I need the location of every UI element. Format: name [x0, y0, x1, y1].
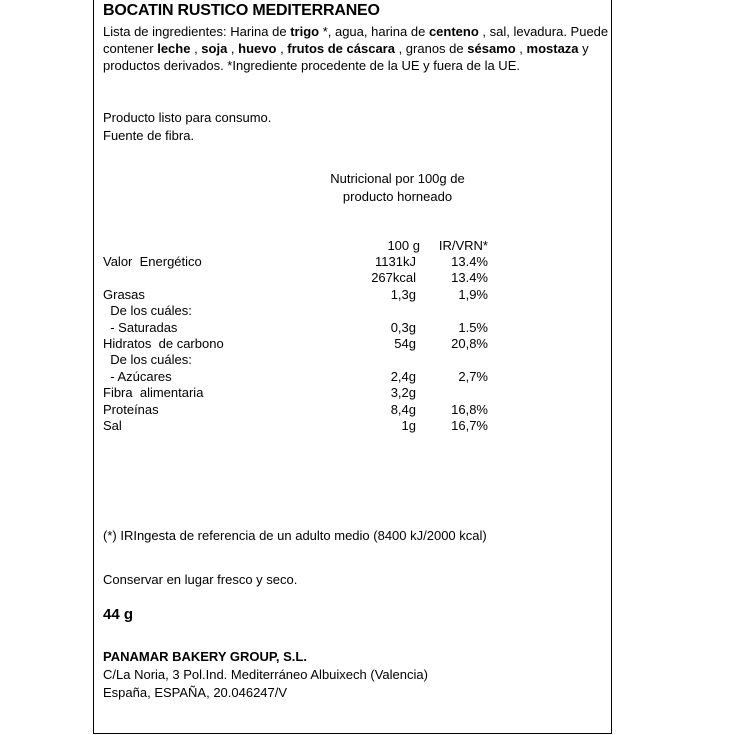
nutrient-value: 267kcal [371, 270, 416, 285]
company-address: C/La Noria, 3 Pol.Ind. Mediterráneo Albuixech (Valencia) [103, 667, 428, 682]
ingredient-text: Lista de ingredientes: Harina de [103, 24, 291, 39]
ingredient-text: y productos derivados. *Ingrediente procedente de la UE y fuera de la UE. [103, 41, 589, 73]
nutrient-label: - Azúcares [103, 369, 172, 384]
nutrient-value: 54g [394, 336, 416, 351]
ingredient-text: , [515, 41, 527, 56]
nutrient-value: 2,4g [390, 369, 416, 384]
product-title: BOCATIN RUSTICO MEDITERRANEO [103, 2, 380, 19]
nutrient-label: Sal [103, 418, 122, 433]
nutrient-label: Valor Energético [103, 254, 202, 269]
nutrient-ir: 2,7% [458, 369, 488, 384]
col-header-ir: IR/VRN* [438, 238, 488, 253]
nutrient-value: 8,4g [390, 402, 416, 417]
nutrient-label: Hidratos de carbono [103, 336, 224, 351]
nutrient-ir: 1.5% [458, 320, 488, 335]
nutrition-heading-1: Nutricional por 100g de [330, 171, 465, 186]
nutrient-ir: 16,8% [451, 402, 488, 417]
allergen-text: soja [201, 41, 228, 56]
allergen-text: frutos de cáscara [287, 41, 395, 56]
allergen-text: leche [157, 41, 191, 56]
nutrient-label: Proteínas [103, 402, 159, 417]
allergen-text: huevo [238, 41, 277, 56]
allergen-text: centeno [428, 24, 479, 39]
storage-instructions: Conservar en lugar fresco y seco. [103, 572, 298, 587]
ingredient-text: , sal, levadura. Puede contener [103, 24, 609, 56]
ingredient-text: , [190, 41, 202, 56]
company-country: España, ESPAÑA, 20.046247/V [103, 685, 288, 700]
claim-fiber: Fuente de fibra. [103, 128, 195, 143]
ingredient-text: , [276, 41, 288, 56]
nutrition-heading-2: producto horneado [342, 189, 453, 204]
allergen-text: sésamo [467, 41, 516, 56]
ingredient-text: , [227, 41, 239, 56]
footnote: (*) IRIngesta de referencia de un adulto medio (8400 kJ/2000 kcal) [103, 528, 487, 543]
net-weight: 44 g [103, 606, 134, 623]
ingredient-text: *, agua, harina de [319, 24, 429, 39]
ingredients-text [103, 23, 613, 74]
company-name: PANAMAR BAKERY GROUP, S.L. [103, 649, 307, 664]
nutrient-label: - Saturadas [103, 320, 178, 335]
claim-ready: Producto listo para consumo. [103, 110, 272, 125]
col-header-100g: 100 g [387, 238, 420, 253]
nutrient-label: De los cuáles: [103, 352, 192, 367]
nutrient-label: Grasas [103, 287, 145, 302]
nutrient-ir: 13.4% [451, 254, 488, 269]
allergen-text: mostaza [526, 41, 579, 56]
nutrient-label: De los cuáles: [103, 303, 192, 318]
nutrient-ir: 20,8% [451, 336, 488, 351]
nutrient-value: 1,3g [390, 287, 416, 302]
nutrient-value: 3,2g [390, 385, 416, 400]
nutrient-value: 1131kJ [375, 254, 416, 269]
nutrient-label: Fibra alimentaria [103, 385, 204, 400]
nutrient-ir: 16,7% [451, 418, 488, 433]
allergen-text: trigo [290, 24, 320, 39]
nutrient-ir: 1,9% [458, 287, 488, 302]
ingredient-text: , granos de [394, 41, 468, 56]
nutrient-ir: 13.4% [451, 270, 488, 285]
nutrient-value: 0,3g [390, 320, 416, 335]
nutrient-value: 1g [401, 418, 416, 433]
